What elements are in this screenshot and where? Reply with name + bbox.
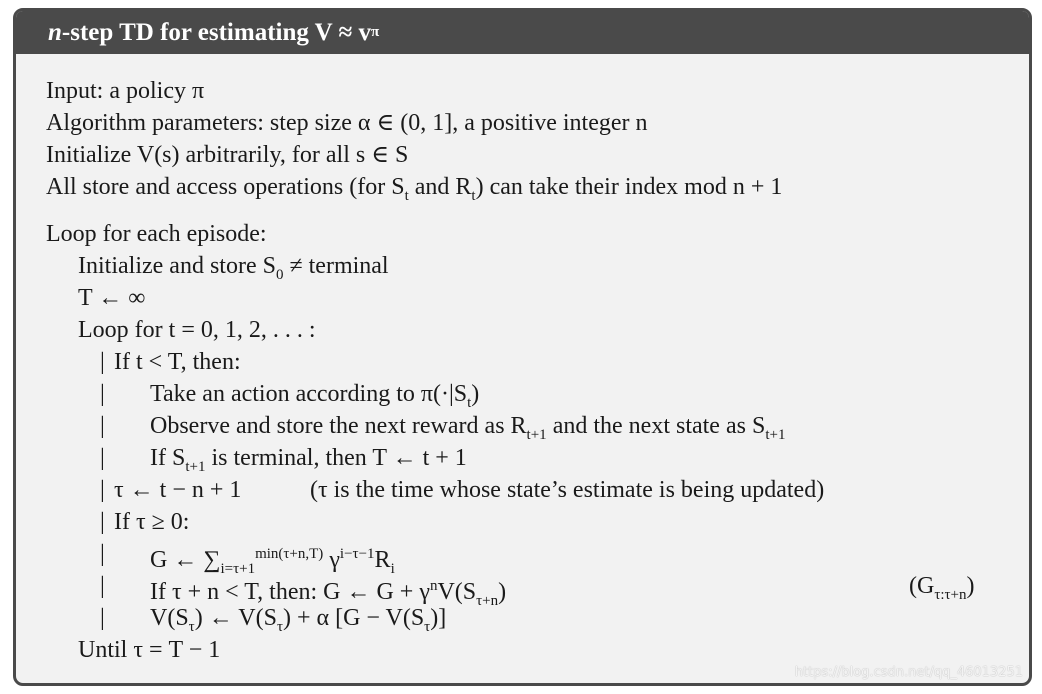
v-update-b: ) ← V(S bbox=[194, 605, 277, 631]
loop-bar-2: | bbox=[100, 381, 105, 407]
init-store-a: Initialize and store S bbox=[78, 253, 276, 279]
if-tau-n-c: ) bbox=[498, 579, 507, 605]
watermark: https://blog.csdn.net/qq_46013251 bbox=[794, 665, 1023, 680]
algorithm-title bbox=[16, 11, 1029, 54]
if-t-line: If t < T, then: bbox=[114, 349, 241, 375]
input-line: Input: a policy π bbox=[46, 78, 205, 104]
title-prefix: n bbox=[48, 18, 62, 46]
store-access-a: All store and access operations (for S bbox=[46, 174, 405, 200]
initialize-line: Initialize V(s) arbitrarily, for all s ∈ S bbox=[46, 142, 409, 168]
g-sum-r: R bbox=[374, 547, 391, 573]
take-action-a: Take an action according to π(·|S bbox=[150, 381, 468, 407]
g-sum-upper: min(τ+n,T) bbox=[255, 546, 324, 562]
t-assign-line: T ← ∞ bbox=[78, 285, 146, 311]
v-update-c: ) + α [G − V(S bbox=[282, 605, 425, 631]
loop-bar-8: | bbox=[100, 573, 105, 599]
g-tau-label bbox=[909, 571, 975, 610]
if-tau-n-b: V(S bbox=[437, 579, 477, 605]
if-tau-n-sub: τ+n bbox=[476, 592, 499, 609]
g-sum-gamma: γ bbox=[323, 547, 340, 573]
algorithm-box bbox=[13, 8, 1032, 686]
v-update-a: V(S bbox=[150, 605, 189, 631]
observe-b: and the next state as S bbox=[546, 413, 766, 439]
tau-assign-line: τ ← t − n + 1 bbox=[114, 477, 242, 503]
if-terminal-sub: t+1 bbox=[185, 458, 206, 475]
observe-sub2: t+1 bbox=[765, 426, 786, 443]
loop-bar-4: | bbox=[100, 445, 105, 471]
g-sum-i: i bbox=[390, 560, 395, 577]
g-tau-label-a: (G bbox=[909, 573, 935, 599]
loop-episode-line: Loop for each episode: bbox=[46, 221, 267, 247]
v-update-sub2: τ bbox=[276, 618, 283, 635]
g-sum-lower: i=τ+1 bbox=[220, 560, 256, 577]
loop-bar-9: | bbox=[100, 605, 105, 631]
g-tau-label-sub: τ:τ+n bbox=[934, 586, 967, 603]
store-access-c: ) can take their index mod n + 1 bbox=[475, 174, 783, 200]
if-terminal-a: If S bbox=[150, 445, 186, 471]
g-tau-label-b: ) bbox=[966, 573, 975, 599]
store-access-sub1: t bbox=[404, 187, 409, 204]
tau-comment: (τ is the time whose state’s estimate is being updated) bbox=[310, 477, 825, 503]
if-tau-n-sup: n bbox=[429, 578, 438, 594]
loop-bar-7: | bbox=[100, 541, 105, 567]
loop-bar-1: | bbox=[100, 349, 105, 375]
store-access-line bbox=[46, 172, 782, 211]
observe-sub1: t+1 bbox=[526, 426, 547, 443]
take-action-sub: t bbox=[467, 394, 472, 411]
observe-a: Observe and store the next reward as R bbox=[150, 413, 527, 439]
if-tau-n-a: If τ + n < T, then: G ← G + γ bbox=[150, 579, 430, 605]
v-update-sub1: τ bbox=[188, 618, 195, 635]
if-terminal-b: is terminal, then T ← t + 1 bbox=[205, 445, 467, 471]
take-action-b: ) bbox=[471, 381, 480, 407]
parameters-line: Algorithm parameters: step size α ∈ (0, 1], a positive integer n bbox=[46, 110, 648, 136]
v-update-d: )] bbox=[430, 605, 447, 631]
g-sum-a: G ← ∑ bbox=[150, 547, 221, 573]
loop-bar-5: | bbox=[100, 477, 105, 503]
store-access-sub2: t bbox=[471, 187, 476, 204]
title-subscript: π bbox=[371, 24, 380, 40]
g-sum-exp: i−τ−1 bbox=[339, 546, 375, 562]
until-line: Until τ = T − 1 bbox=[78, 637, 221, 663]
loop-bar-6: | bbox=[100, 509, 105, 535]
if-tau-line: If τ ≥ 0: bbox=[114, 509, 190, 535]
v-update-sub3: τ bbox=[424, 618, 431, 635]
init-store-sub: 0 bbox=[275, 266, 284, 283]
init-store-b: ≠ terminal bbox=[283, 253, 389, 279]
store-access-b: and R bbox=[408, 174, 472, 200]
loop-t-line: Loop for t = 0, 1, 2, . . . : bbox=[78, 317, 316, 343]
loop-bar-3: | bbox=[100, 413, 105, 439]
title-text: -step TD for estimating V ≈ v bbox=[61, 18, 372, 46]
